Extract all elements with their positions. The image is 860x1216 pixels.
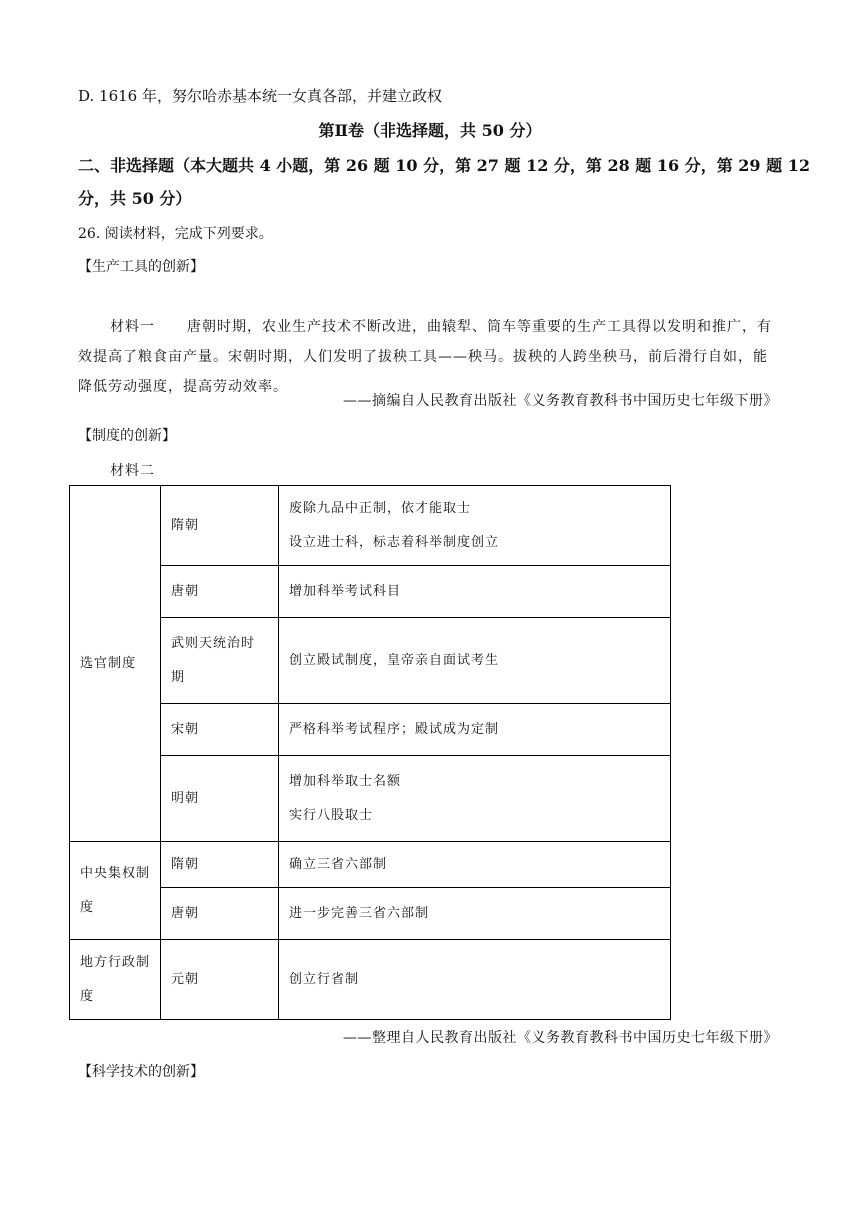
tag-science: 【科学技术的创新】 bbox=[78, 1064, 204, 1080]
table-row bbox=[70, 566, 671, 618]
material1-label: 材料一 bbox=[110, 319, 155, 335]
part-heading-line1: 二、非选择题（本大题共 4 小题，第 26 题 10 分，第 27 题 12 分，第 28 题 16 分，第 29 题 12 bbox=[78, 156, 810, 175]
content-cell: 创立行省制 bbox=[279, 940, 671, 1020]
material2-label: 材料二 bbox=[110, 463, 155, 479]
material1-text: 唐朝时期，农业生产技术不断改进，曲辕犁、筒车等重要的生产工具得以发明和推广，有效提高了粮食亩产量。宋朝时期，人们发明了拔秧工具——秧马。拔秧的人跨坐秧马，前后滑行自如，能降低劳动强度，提高劳动效率。 bbox=[78, 319, 772, 395]
period-cell: 唐朝 bbox=[161, 888, 279, 940]
content-cell: 确立三省六部制 bbox=[279, 842, 671, 888]
period-cell: 元朝 bbox=[161, 940, 279, 1020]
table-row bbox=[70, 704, 671, 756]
option-d: D. 1616 年，努尔哈赤基本统一女真各部，并建立政权 bbox=[78, 87, 442, 105]
content-line: 实行八股取士 bbox=[289, 807, 374, 823]
content-cell: 创立殿试制度，皇帝亲自面试考生 bbox=[279, 618, 671, 704]
period-cell: 唐朝 bbox=[161, 566, 279, 618]
content-cell bbox=[279, 756, 671, 842]
content-cell bbox=[279, 486, 671, 566]
section-title: 第Ⅱ卷（非选择题，共 50 分） bbox=[318, 121, 542, 140]
period-cell: 武则天统治时期 bbox=[161, 618, 279, 704]
material1-source: ——摘编自人民教育出版社《义务教育教科书中国历史七年级下册》 bbox=[343, 393, 778, 409]
material2-table bbox=[69, 485, 671, 1020]
content-line: 设立进士科，标志着科举制度创立 bbox=[289, 534, 500, 550]
table-row bbox=[70, 486, 671, 566]
category-cell: 地方行政制度 bbox=[70, 940, 161, 1020]
tag-system: 【制度的创新】 bbox=[78, 428, 176, 444]
content-cell: 严格科举考试程序；殿试成为定制 bbox=[279, 704, 671, 756]
content-line: 增加科举取士名额 bbox=[289, 773, 402, 789]
content-cell: 进一步完善三省六部制 bbox=[279, 888, 671, 940]
table-row bbox=[70, 940, 671, 1020]
category-cell: 中央集权制度 bbox=[70, 842, 161, 940]
tag-tools: 【生产工具的创新】 bbox=[78, 259, 204, 275]
table-row bbox=[70, 888, 671, 940]
material1-paragraph bbox=[78, 312, 778, 402]
period-cell: 隋朝 bbox=[161, 842, 279, 888]
content-cell: 增加科举考试科目 bbox=[279, 566, 671, 618]
period-cell: 隋朝 bbox=[161, 486, 279, 566]
part-heading-line2: 分，共 50 分） bbox=[78, 189, 192, 208]
question-stem: 26. 阅读材料，完成下列要求。 bbox=[78, 226, 273, 242]
period-cell: 明朝 bbox=[161, 756, 279, 842]
material2-source: ——整理自人民教育出版社《义务教育教科书中国历史七年级下册》 bbox=[343, 1030, 778, 1046]
category-cell: 选官制度 bbox=[70, 486, 161, 842]
table-row bbox=[70, 618, 671, 704]
table-row bbox=[70, 756, 671, 842]
content-line: 废除九品中正制，依才能取士 bbox=[289, 500, 472, 516]
table-row bbox=[70, 842, 671, 888]
period-cell: 宋朝 bbox=[161, 704, 279, 756]
